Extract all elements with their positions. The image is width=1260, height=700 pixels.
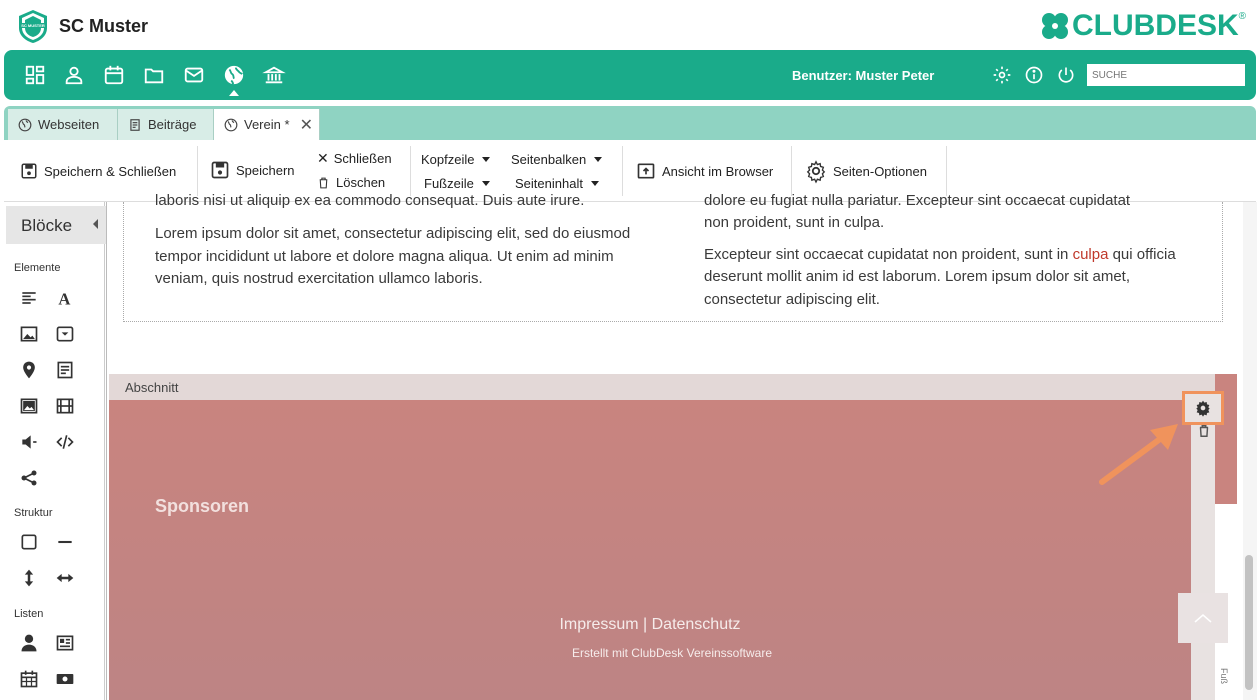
chevron-down-icon xyxy=(482,181,490,186)
gallery-icon[interactable] xyxy=(18,395,40,417)
tab-bar xyxy=(4,106,1256,140)
close-icon: ✕ xyxy=(317,150,329,166)
settings-icon[interactable] xyxy=(992,65,1012,85)
footer-dropdown-label: Fußzeile xyxy=(424,176,474,191)
header-dropdown-label: Kopfzeile xyxy=(421,152,475,167)
calendar-list-icon[interactable] xyxy=(18,668,40,690)
typography-icon[interactable] xyxy=(54,287,76,309)
divider-icon[interactable] xyxy=(54,531,76,553)
left-paragraph: Lorem ipsum dolor sit amet, consectetur adipiscing elit, sed do eiusmod tempor incididunt ut labore et dolore magna aliqua. Ut enim ad minim veniam, quis nostrud exercitation ullamco laboris. xyxy=(155,225,631,287)
box-icon[interactable] xyxy=(18,531,40,553)
footer-links[interactable]: Impressum | Datenschutz xyxy=(559,616,741,633)
collapse-icon[interactable] xyxy=(93,219,98,229)
chevron-down-icon xyxy=(591,181,599,186)
chevron-down-icon xyxy=(482,157,490,162)
save-icon xyxy=(210,160,230,180)
brand-name: CLUBDESK xyxy=(1071,9,1239,42)
brand-reg: ® xyxy=(1238,11,1246,22)
gear-icon xyxy=(805,160,827,182)
toolbar-divider xyxy=(197,146,198,196)
clubdesk-logo xyxy=(1038,9,1246,43)
page-canvas xyxy=(106,192,1242,700)
close-tab-icon[interactable]: ✕ xyxy=(299,117,313,134)
tab-verein[interactable] xyxy=(214,109,320,140)
toolbar-divider xyxy=(622,146,623,196)
tab-label: Webseiten xyxy=(38,117,100,132)
delete-section-icon[interactable] xyxy=(1197,424,1211,438)
code-icon[interactable] xyxy=(54,431,76,453)
dashboard-icon[interactable] xyxy=(23,63,47,87)
video-icon[interactable] xyxy=(54,395,76,417)
toolbar-divider xyxy=(946,146,947,196)
globe-icon xyxy=(18,118,32,132)
form-icon[interactable] xyxy=(54,359,76,381)
header-dropdown[interactable] xyxy=(421,152,490,167)
sponsors-heading: Sponsoren xyxy=(155,496,250,516)
map-pin-icon[interactable] xyxy=(18,359,40,381)
trash-icon xyxy=(317,176,330,190)
save-close-label: Speichern & Schließen xyxy=(44,163,177,179)
page-content-dropdown[interactable] xyxy=(515,176,599,191)
view-in-browser-label: Ansicht im Browser xyxy=(662,163,774,179)
right-text-cut: dolore eu fugiat nulla pariatur. Excepteur sint occaecat cupidatat xyxy=(704,192,1131,209)
clover-icon xyxy=(1038,9,1072,43)
external-view-icon xyxy=(636,161,656,181)
page-options-label: Seiten-Optionen xyxy=(833,163,927,179)
news-list-icon[interactable] xyxy=(54,632,76,654)
back-to-top-button[interactable] xyxy=(1178,593,1228,643)
save-close-button[interactable] xyxy=(20,162,176,180)
chevron-down-icon xyxy=(594,157,602,162)
footer-dropdown[interactable] xyxy=(424,176,490,191)
footer-side-label: Fuß xyxy=(1219,668,1229,685)
info-icon[interactable] xyxy=(1024,65,1044,85)
app-header xyxy=(0,0,1260,52)
left-column xyxy=(155,223,645,300)
text-columns[interactable] xyxy=(123,192,1223,322)
blocks-title: Blöcke xyxy=(21,216,73,235)
section-tools-strip xyxy=(1191,400,1215,700)
user-label: Benutzer: Muster Peter xyxy=(792,68,935,83)
globe-icon xyxy=(224,118,238,132)
folder-icon[interactable] xyxy=(142,63,166,87)
toolbar-divider xyxy=(410,146,411,196)
blocks-header[interactable] xyxy=(6,206,106,244)
right-paragraph-text-a: Excepteur sint occaecat cupidatat non proident, sunt in xyxy=(704,245,1073,263)
person-icon[interactable] xyxy=(62,63,86,87)
section-structure: Struktur xyxy=(14,507,53,519)
scrollbar-thumb[interactable] xyxy=(1245,555,1253,690)
section-elements: Elemente xyxy=(14,262,61,274)
power-icon[interactable] xyxy=(1056,65,1076,85)
club-logo[interactable] xyxy=(15,8,51,44)
audio-icon[interactable] xyxy=(18,431,40,453)
search-input[interactable] xyxy=(1087,64,1245,86)
bank-icon[interactable] xyxy=(262,63,286,87)
right-paragraph xyxy=(704,244,1202,312)
section-lists: Listen xyxy=(14,608,44,620)
club-name: SC Muster xyxy=(59,16,149,36)
delete-button[interactable] xyxy=(317,175,385,190)
mail-icon[interactable] xyxy=(182,63,206,87)
footer-section[interactable] xyxy=(107,374,1229,700)
globe-icon[interactable] xyxy=(222,63,246,87)
close-label: Schließen xyxy=(333,151,392,166)
money-icon[interactable] xyxy=(54,668,76,690)
vertical-spacer-icon[interactable] xyxy=(18,567,40,589)
image-icon[interactable] xyxy=(18,323,40,345)
close-button[interactable] xyxy=(317,150,392,167)
save-label: Speichern xyxy=(236,162,295,178)
main-nav xyxy=(4,50,1256,100)
save-button[interactable] xyxy=(210,160,295,180)
share-icon[interactable] xyxy=(18,467,40,489)
annotation-arrow xyxy=(1092,414,1192,494)
gear-icon xyxy=(1195,400,1211,416)
tab-label: Verein * xyxy=(244,117,290,132)
right-paragraph-cut: non proident, sunt in culpa. xyxy=(704,214,885,231)
right-paragraph-text-b: qui officia deserunt mollit anim id est laborum. Lorem ipsum dolor sit amet, consectetur adipiscing elit. xyxy=(704,245,1176,308)
dropdown-block-icon[interactable] xyxy=(54,323,76,345)
footer-credit[interactable]: Erstellt mit ClubDesk Vereinssoftware xyxy=(571,646,773,660)
highlight-link[interactable]: culpa xyxy=(1072,245,1109,263)
tab-beitraege[interactable] xyxy=(118,109,214,140)
view-in-browser-button[interactable] xyxy=(636,161,773,181)
left-text-cut: laboris nisi ut aliquip ex ea commodo consequat. Duis aute irure. xyxy=(155,192,585,209)
member-list-icon[interactable] xyxy=(18,632,40,654)
delete-label: Löschen xyxy=(336,175,386,190)
club-logo-text: SC MUSTER xyxy=(21,23,45,28)
tab-label: Beiträge xyxy=(148,117,197,132)
tab-webseiten[interactable] xyxy=(8,109,118,140)
document-icon xyxy=(128,118,142,132)
blocks-sidebar xyxy=(4,202,105,700)
save-icon xyxy=(20,162,38,180)
text-block-icon[interactable] xyxy=(18,287,40,309)
section-header: Abschnitt xyxy=(109,374,1215,400)
horizontal-spacer-icon[interactable] xyxy=(54,567,76,589)
sidebar-dropdown[interactable] xyxy=(511,152,602,167)
svg-text:A: A xyxy=(58,289,71,309)
active-nav-indicator xyxy=(229,90,239,96)
page-options-button[interactable] xyxy=(805,160,927,182)
chevron-up-icon xyxy=(1193,612,1213,624)
toolbar-divider xyxy=(791,146,792,196)
calendar-icon[interactable] xyxy=(102,63,126,87)
sidebar-dropdown-label: Seitenbalken xyxy=(511,152,587,167)
page-content-dropdown-label: Seiteninhalt xyxy=(515,176,583,191)
right-column xyxy=(704,212,1202,320)
